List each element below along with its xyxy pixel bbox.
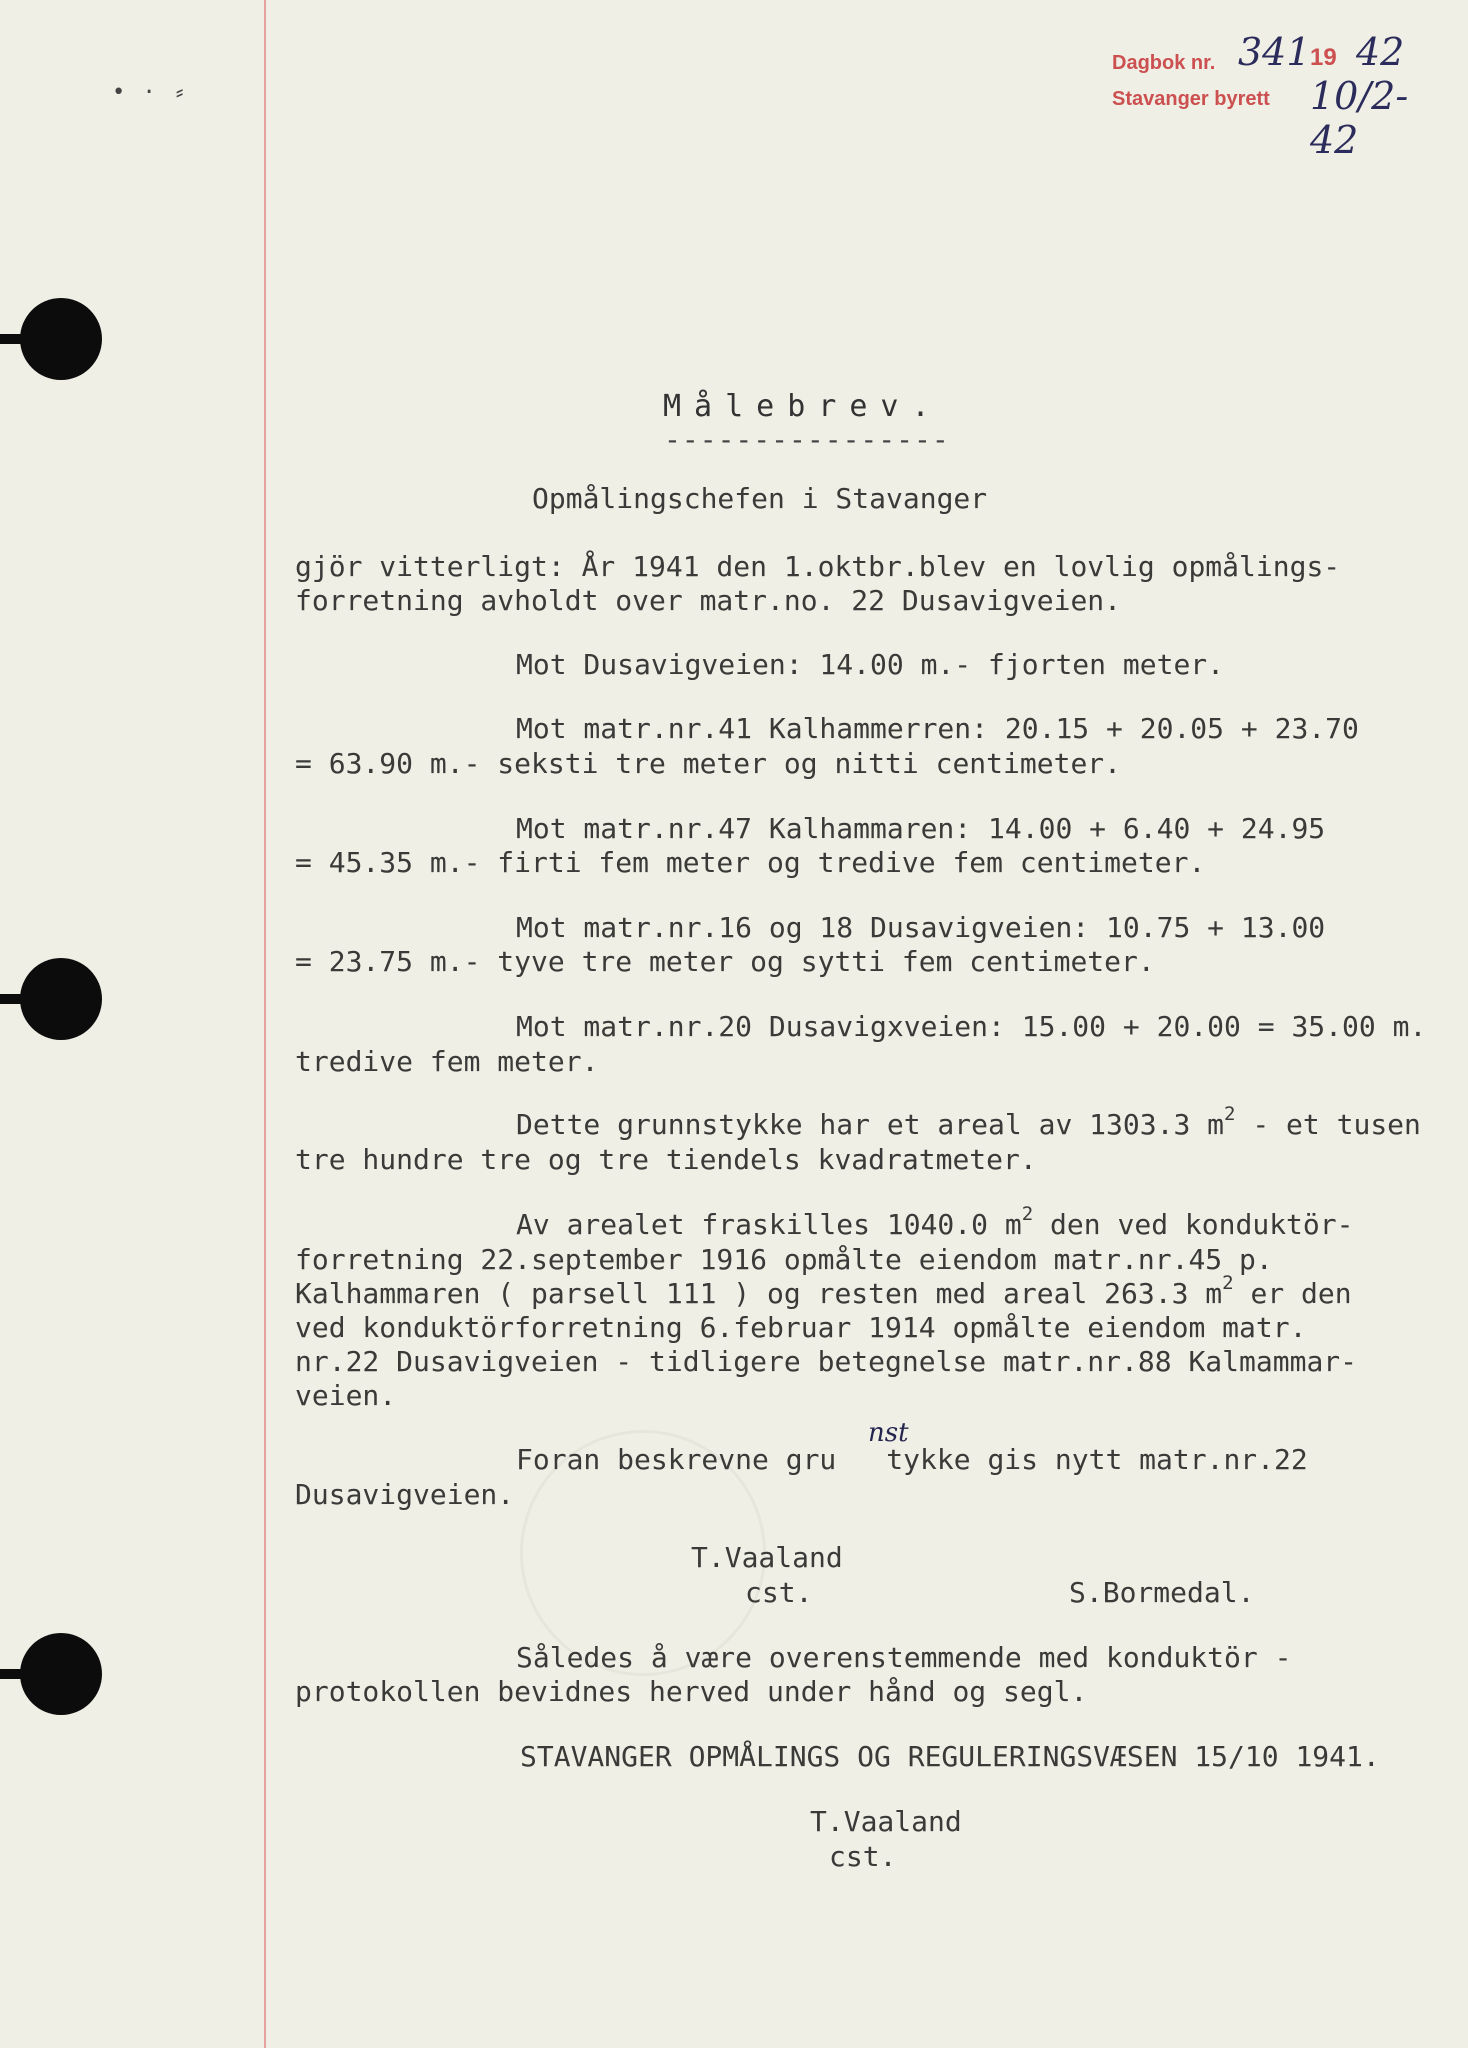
stamp-line-1: Dagbok nr. bbox=[1112, 52, 1216, 74]
split-line-4: ved konduktörforretning 6.februar 1914 opmålte eiendom matr. bbox=[295, 1311, 1307, 1344]
corner-mark: • · ⸗ bbox=[112, 80, 189, 105]
split-line-5: nr.22 Dusavigveien - tidligere betegnelse matr.nr.88 Kalmammar- bbox=[295, 1345, 1358, 1378]
registry-stamp bbox=[1112, 30, 1452, 162]
issuer-line: Opmålingschefen i Stavanger bbox=[532, 482, 988, 515]
foran-line-1-end: tykke gis nytt matr.nr.22 bbox=[886, 1443, 1308, 1476]
area-line-2: tre hundre tre og tre tiendels kvadratmeter. bbox=[295, 1143, 1037, 1176]
foran-line-2: Dusavigveien. bbox=[295, 1478, 515, 1511]
signer-1-title: cst. bbox=[745, 1576, 813, 1609]
signer-3-title: cst. bbox=[829, 1840, 897, 1873]
stamp-handwritten-year: 42 bbox=[1356, 30, 1405, 74]
office-dateline: STAVANGER OPMÅLINGS OG REGULERINGSVÆSEN 15/10 1941. bbox=[520, 1740, 1380, 1773]
boundary-line-1: Mot Dusavigveien: 14.00 m.- fjorten meter. bbox=[516, 648, 1225, 681]
boundary-line-2a: Mot matr.nr.41 Kalhammerren: 20.15 + 20.05 + 23.70 bbox=[516, 712, 1359, 745]
split-line-3-superscript: 2 bbox=[1222, 1271, 1234, 1294]
signer-1-name: T.Vaaland bbox=[691, 1541, 843, 1574]
signer-2-name: S.Bormedal. bbox=[1069, 1576, 1255, 1609]
binder-hole bbox=[20, 1633, 102, 1715]
margin-rule bbox=[264, 0, 266, 2048]
stamp-year-mark: 19 bbox=[1310, 44, 1337, 71]
area-line-1 bbox=[516, 1102, 1421, 1141]
split-line-1-end: den ved konduktör- bbox=[1033, 1208, 1354, 1241]
certification-line-1: Således å være overenstemmende med konduktör - bbox=[516, 1641, 1292, 1674]
stamp-handwritten-number: 341 bbox=[1238, 30, 1311, 74]
boundary-line-5b: tredive fem meter. bbox=[295, 1045, 599, 1078]
boundary-line-4b: = 23.75 m.- tyve tre meter og sytti fem centimeter. bbox=[295, 945, 1155, 978]
split-line-1 bbox=[516, 1202, 1354, 1241]
binder-hole bbox=[20, 958, 102, 1040]
boundary-line-2b: = 63.90 m.- seksti tre meter og nitti centimeter. bbox=[295, 747, 1122, 780]
document-title: Målebrev. bbox=[663, 389, 943, 424]
stamp-handwritten-date: 10/2-42 bbox=[1310, 74, 1409, 162]
intro-line-1: gjör vitterligt: År 1941 den 1.oktbr.blev en lovlig opmålings- bbox=[295, 550, 1341, 583]
boundary-line-4a: Mot matr.nr.16 og 18 Dusavigveien: 10.75 + 13.00 bbox=[516, 911, 1326, 944]
area-superscript: 2 bbox=[1224, 1102, 1236, 1125]
handwritten-correction: nst bbox=[868, 1418, 909, 1448]
split-line-3 bbox=[295, 1271, 1352, 1310]
foran-line-1-start: Foran beskrevne gru bbox=[516, 1443, 837, 1476]
stamp-line-2: Stavanger byrett bbox=[1112, 88, 1270, 110]
area-line-1-end: - et tusen bbox=[1235, 1108, 1421, 1141]
boundary-line-3b: = 45.35 m.- firti fem meter og tredive fem centimeter. bbox=[295, 846, 1206, 879]
split-line-1-text: Av arealet fraskilles 1040.0 m bbox=[516, 1208, 1022, 1241]
area-line-1-text: Dette grunnstykke har et areal av 1303.3 m bbox=[516, 1108, 1225, 1141]
split-line-3-text: Kalhammaren ( parsell 111 ) og resten med areal 263.3 m bbox=[295, 1277, 1223, 1310]
binder-hole bbox=[20, 298, 102, 380]
split-superscript: 2 bbox=[1021, 1202, 1034, 1225]
signer-3-name: T.Vaaland bbox=[810, 1805, 962, 1838]
boundary-line-5a: Mot matr.nr.20 Dusavigxveien: 15.00 + 20.00 = 35.00 m. bbox=[516, 1010, 1427, 1043]
title-underline: ---------------- bbox=[664, 423, 950, 456]
intro-line-2: forretning avholdt over matr.no. 22 Dusavigveien. bbox=[295, 584, 1122, 617]
split-line-2: forretning 22.september 1916 opmålte eiendom matr.nr.45 p. bbox=[295, 1243, 1273, 1276]
split-line-3-end: er den bbox=[1233, 1277, 1352, 1310]
split-line-6: veien. bbox=[295, 1379, 397, 1412]
boundary-line-3a: Mot matr.nr.47 Kalhammaren: 14.00 + 6.40 + 24.95 bbox=[516, 812, 1326, 845]
foran-line-1 bbox=[516, 1445, 1308, 1475]
certification-line-2: protokollen bevidnes herved under hånd og segl. bbox=[295, 1675, 1088, 1708]
